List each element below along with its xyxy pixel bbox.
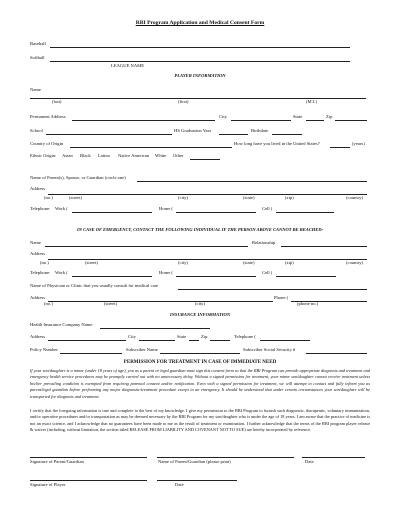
state-label: State: [293, 114, 303, 119]
softball-label: Softball: [30, 55, 45, 60]
school-field[interactable]: [46, 134, 172, 135]
parents-label: Name of Parent(s), Spouse, or Guardian (circle one): [30, 175, 126, 180]
ethnic-other-field[interactable]: [190, 159, 220, 160]
player-home-phone-field[interactable]: [176, 212, 256, 213]
player-home-phone-label: Home (: [159, 206, 173, 211]
subscriber-name-field[interactable]: [160, 353, 240, 354]
emergency-no-caption: (no.): [40, 260, 49, 265]
emergency-cell-phone-field[interactable]: [276, 276, 336, 277]
address-country-caption: (country): [346, 195, 364, 200]
name-label: Name: [30, 87, 41, 92]
player-address-field[interactable]: [48, 194, 367, 195]
physician-phone-label: Phone (: [274, 295, 289, 300]
ethnic-option-white[interactable]: White: [155, 153, 167, 158]
ethnic-option-black[interactable]: Black: [80, 153, 91, 158]
date-2-caption: Date: [175, 482, 184, 487]
physician-no-caption: (no.): [44, 301, 53, 306]
state-field[interactable]: [306, 120, 324, 121]
insurance-state-label: State: [177, 334, 187, 339]
insurance-zip-field[interactable]: [210, 340, 230, 341]
country-of-origin-label: Country of Origin: [30, 141, 64, 146]
player-work-phone-label: Work (: [55, 206, 68, 211]
emergency-work-phone-field[interactable]: [72, 276, 152, 277]
emergency-zip-caption: (zip): [285, 260, 294, 265]
player-cell-phone-label: Cell (: [262, 206, 273, 211]
policy-number-label: Policy Number: [30, 347, 58, 352]
address-city-caption: (city): [178, 195, 188, 200]
hs-graduation-field[interactable]: [219, 134, 248, 135]
emergency-country-caption: (country): [346, 260, 364, 265]
city-field[interactable]: [231, 120, 291, 121]
subscriber-ssn-field[interactable]: [306, 353, 367, 354]
country-of-origin-field[interactable]: [70, 147, 232, 148]
insurance-state-field[interactable]: [189, 340, 199, 341]
physician-label: Name of Physician or Clinic that you usually consult for medical care: [30, 283, 159, 288]
first-name-caption: (first): [178, 99, 189, 104]
insurance-telephone-field[interactable]: [260, 340, 310, 341]
parent-signature-line[interactable]: [30, 457, 147, 458]
ethnic-option-asian[interactable]: Asian: [62, 153, 73, 158]
player-address-label: Address: [30, 186, 46, 191]
insurance-company-field[interactable]: [100, 328, 210, 329]
parent-signature-caption: Signature of Parent/Guardian: [30, 459, 84, 464]
player-info-heading: PLAYER INFORMATION: [174, 73, 226, 78]
birthdate-field[interactable]: [272, 134, 302, 135]
address-zip-caption: (zip): [285, 195, 294, 200]
zip-field[interactable]: [335, 120, 367, 121]
baseball-field[interactable]: [50, 47, 350, 48]
emergency-home-phone-label: Home (: [159, 270, 173, 275]
emergency-cell-phone-label: Cell (: [262, 270, 273, 275]
player-work-phone-field[interactable]: [72, 212, 152, 213]
physician-address-field[interactable]: [48, 301, 273, 302]
relationship-field[interactable]: [281, 246, 367, 247]
school-label: School: [30, 128, 43, 133]
emergency-telephone-label: Telephone:: [30, 270, 51, 275]
player-signature-line[interactable]: [30, 480, 147, 481]
policy-number-field[interactable]: [60, 353, 122, 354]
zip-label: Zip: [326, 114, 333, 119]
parent-printed-name-caption: Name of Parent/Guardian (please print): [158, 459, 231, 464]
address-state-caption: (state): [243, 195, 255, 200]
years-caption: (years): [352, 141, 365, 146]
emergency-heading: IN CASE OF EMERGENCY, CONTACT THE FOLLOWING INDIVIDUAL IF THE PERSON ABOVE CANNOT BE REACHED:: [76, 227, 324, 232]
ethnic-origin-label: Ethnic Origin:: [30, 153, 57, 158]
physician-address-label: Address: [30, 295, 46, 300]
emergency-name-label: Name: [30, 240, 41, 245]
ethnic-option-latino[interactable]: Latino: [98, 153, 110, 158]
permission-paragraph-certify: I certify that the foregoing information is true and complete to the best of my knowledge. I give my permission to the RBI Program to furnish such diagnostic, therapeutic, voluntary immunization, and/or operative procedures and/or transportation as may be deemed necessary by the RBI Program for my son/daughter who is under the age of 18 years. I am aware that the practice of medicine is not an exact science, and I acknowledge that no guarantees have been made to me as the result of treatment or examination. I further acknowledge that the terms of the RBI program player release & waiver (including, without limitation, the section titled RELEASE FROM LIABILITY AND COVENANT NOT TO SUE) are hereby incorporated by reference.: [30, 408, 370, 433]
emergency-home-phone-field[interactable]: [176, 276, 256, 277]
permanent-address-label: Permanent Address: [30, 114, 66, 119]
form-title: RBI Program Application and Medical Consent Form: [135, 20, 265, 26]
permanent-address-field[interactable]: [72, 120, 215, 121]
emergency-work-phone-label: Work (: [55, 270, 68, 275]
mi-caption: (M.I.): [306, 99, 317, 104]
physician-phone-no-caption: (phone no.): [297, 301, 319, 306]
emergency-state-caption: (state): [243, 260, 255, 265]
physician-city-caption: (city): [195, 301, 205, 306]
insurance-company-label: Health Insurance Company Name: [30, 322, 93, 327]
insurance-city-field[interactable]: [139, 340, 175, 341]
insurance-heading: INSURANCE INFORMATION: [169, 312, 231, 317]
baseball-label: Baseball: [30, 41, 46, 46]
emergency-name-field[interactable]: [45, 246, 248, 247]
subscriber-name-label: Subscriber Name: [126, 347, 158, 352]
player-cell-phone-field[interactable]: [276, 212, 334, 213]
date-1-line[interactable]: [302, 457, 365, 458]
hs-graduation-label: HS Graduation Year: [174, 128, 212, 133]
player-signature-caption: Signature of Player: [30, 482, 66, 487]
player-telephone-label: Telephone:: [30, 206, 51, 211]
emergency-street-caption: (street): [85, 260, 99, 265]
emergency-address-label: Address: [30, 251, 46, 256]
physician-street-caption: (street): [104, 301, 118, 306]
parent-printed-name-line[interactable]: [157, 457, 294, 458]
permission-paragraph-minor: If your son/daughter is a minor (under 18 years of age), you as a parent or legal guardian must sign this consent form so that the RBI Program can provide appropriate diagnosis and treatment and emergency health service procedures may be promptly carried out with no unnecessary delay. Without a signed permission for treatment, your minor son/daughter cannot receive treatment unless his/her prevailing condition is exempted from requiring parental consent and/or notification. Even with a signed permission for treatment, we will attempt to contact and fully inform you as parent/legal guardian before performing any major diagnostic/treatment procedure except in an emergency. It should be understood that under certain circumstances your son/daughter will be transported for diagnosis and treatment.: [30, 368, 370, 399]
parents-field[interactable]: [137, 181, 367, 182]
softball-field[interactable]: [50, 61, 350, 62]
permission-heading: PERMISSION FOR TREATMENT IN CASE OF IMMEDIATE NEED: [123, 360, 277, 365]
city-label: City: [219, 114, 227, 119]
years-in-us-field[interactable]: [330, 147, 350, 148]
ethnic-option-other[interactable]: Other: [173, 153, 184, 158]
how-long-label: How long have you lived in the United States?: [234, 141, 320, 146]
insurance-telephone-label: Telephone (: [234, 334, 256, 339]
insurance-address-label: Address: [30, 334, 46, 339]
insurance-city-label: City: [128, 334, 136, 339]
insurance-zip-label: Zip: [201, 334, 208, 339]
physician-field[interactable]: [178, 289, 367, 290]
relationship-label: Relationship: [252, 240, 276, 245]
address-street-caption: (street): [69, 195, 83, 200]
subscriber-ssn-label: Subscriber Social Security #: [243, 347, 296, 352]
league-name-label: LEAGUE NAME: [111, 63, 145, 68]
address-no-caption: (no.): [44, 195, 53, 200]
birthdate-label: Birthdate: [251, 128, 269, 133]
emergency-city-caption: (city): [178, 260, 188, 265]
ethnic-option-native-american[interactable]: Native American: [118, 153, 150, 158]
date-2-line[interactable]: [157, 480, 237, 481]
last-name-caption: (last): [52, 99, 62, 104]
insurance-address-field[interactable]: [48, 340, 126, 341]
date-1-caption: Date: [305, 459, 314, 464]
